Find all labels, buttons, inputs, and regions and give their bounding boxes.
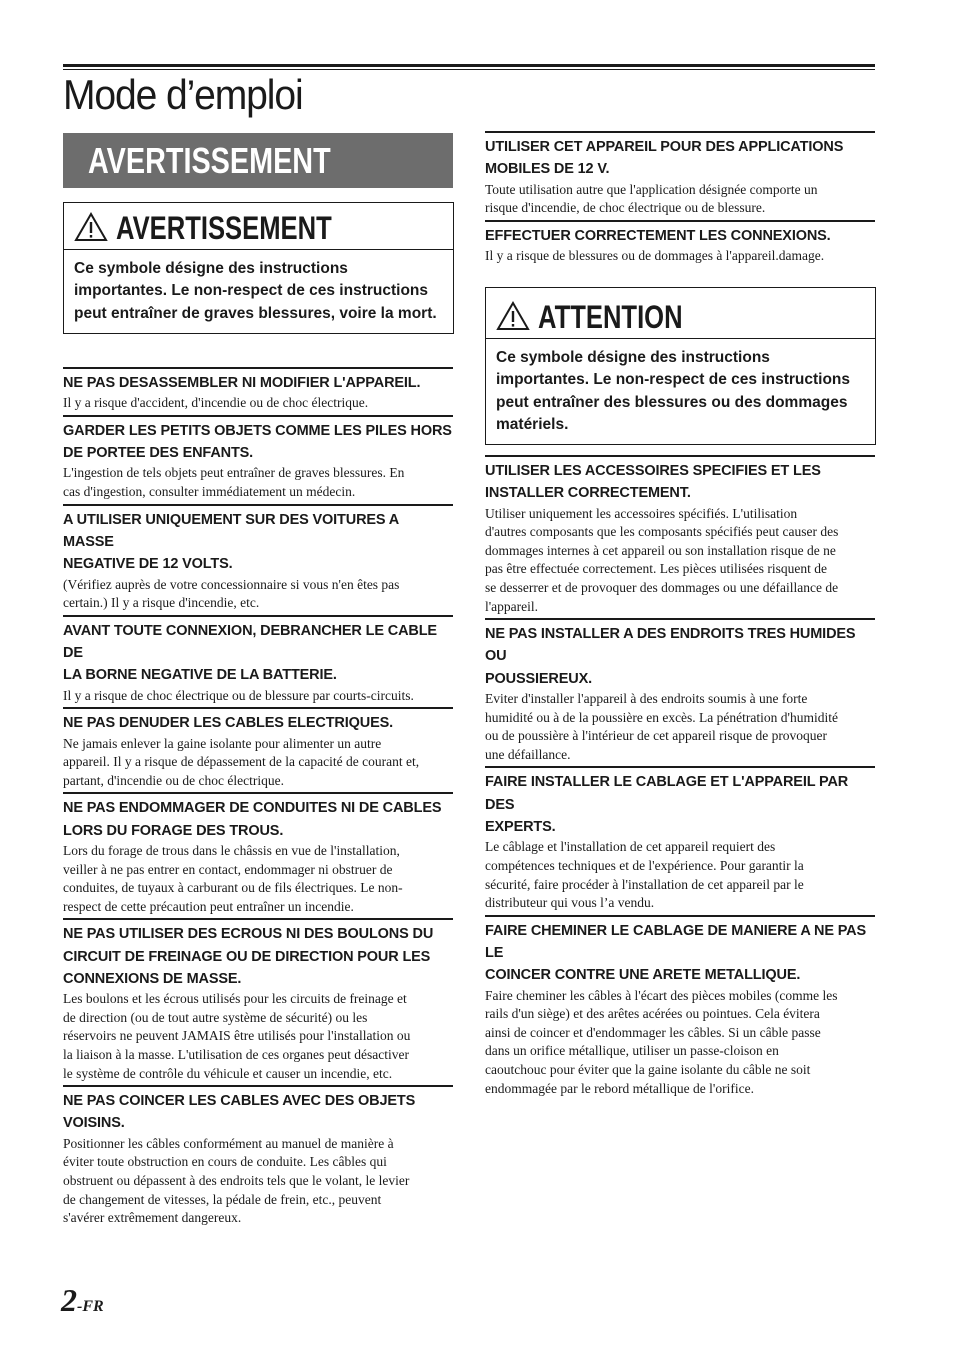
section-body: Utiliser uniquement les accessoires spécifiés. L'utilisation d'autres composants que les composants spécifiés peut causer des dommages internes à cet appareil ou son installation risque de ne pas être effectuée correctement. Les pièces utilisées risquent de se desserrer et de provoquer des dommages ou une défaillance de l'appareil.: [485, 505, 839, 614]
section-heading: FAIRE CHEMINER LE CABLAGE DE MANIERE A NE PAS LE COINCER CONTRE UNE ARETE METALLIQUE.: [485, 922, 867, 984]
section-heading: NE PAS UTILISER DES ECROUS NI DES BOULONS DU CIRCUIT DE FREINAGE OU DE DIRECTION POUR LES CONNEXIONS DE MASSE.: [63, 926, 434, 987]
section-body: Le câblage et l'installation de cet appareil requiert des compétences techniques et de l'expérience. Pour garantir la sécurité, faire procéder à l'installation de cet appareil par le distributeur qui vous l’a vendu.: [485, 839, 804, 911]
section-body: (Vérifiez auprès de votre concessionnaire si vous n'en êtes pas certain.) Il y a risque d'incendie, etc.: [63, 576, 400, 611]
warning-triangle-icon: [496, 301, 530, 331]
section-body: Il y a risque d'accident, d'incendie ou de choc électrique.: [63, 395, 369, 411]
banner-label: AVERTISSEMENT: [88, 140, 331, 181]
warning-box-heading: AVERTISSEMENT: [116, 210, 332, 246]
section-heading: NE PAS COINCER LES CABLES AVEC DES OBJETS VOISINS.: [63, 1093, 416, 1132]
header-rule-thin: [63, 69, 875, 70]
right-column-top: [485, 131, 875, 268]
section-body: Positionner les câbles conformément au manuel de manière à éviter toute obstruction en cours de conduite. Les câbles qui obstruent ou dépassent à des endroits tels que le volant, le levier de changement de vitesses, la pédale de frein, etc., peuvent s'avérer extrêmement dangereux.: [63, 1135, 410, 1226]
section-heading: NE PAS DESASSEMBLER NI MODIFIER L'APPAREIL.: [63, 375, 421, 391]
warning-section: [63, 918, 453, 1083]
left-column: [63, 367, 453, 1230]
section-body: Eviter d'installer l'appareil à des endroits soumis à une forte humidité ou à de la poussière en excès. La pénétration d'humidité ou de poussière à l'intérieur de cet appareil risque de provoquer une défaillance.: [485, 691, 838, 762]
page-number-suffix: -FR: [77, 1298, 104, 1315]
section-body: Ne jamais enlever la gaine isolante pour alimenter un autre appareil. Il y a risque de dépassement de la capacité de courant et, partant, d'incendie ou de choc électrique.: [63, 735, 420, 788]
header-rule: [63, 64, 875, 67]
warning-triangle-icon: [74, 212, 108, 242]
warning-section: [63, 707, 453, 790]
section-body: Les boulons et les écrous utilisés pour les circuits de freinage et de direction (ou de tout autre système de sécurité) ou les réservoirs ne peuvent JAMAIS être utilisés pour l'installation ou la liaison à la masse. L'utilisation de ces organes peut désactiver le système de contrôle du véhicule et causer un incendie, etc.: [63, 991, 411, 1081]
warning-box: [63, 202, 454, 334]
warning-section: [63, 504, 453, 613]
warning-section: [485, 220, 875, 266]
warning-section: [63, 792, 453, 916]
warning-section: [63, 415, 453, 502]
warning-box-text: Ce symbole désigne des instructions importantes. Le non-respect de ces instructions peut entraîner de graves blessures, voire la mort.: [74, 260, 437, 322]
section-body: L'ingestion de tels objets peut entraîner de graves blessures. En cas d'ingestion, consulter immédiatement un médecin.: [63, 465, 405, 500]
section-body: Il y a risque de blessures ou de dommages à l'appareil.damage.: [485, 248, 825, 264]
section-heading: NE PAS INSTALLER A DES ENDROITS TRES HUMIDES OU POUSSIEREUX.: [485, 626, 856, 687]
attention-box: [485, 287, 876, 445]
section-banner: [63, 133, 453, 188]
section-body: Toute utilisation autre que l'application désignée comporte un risque d'incendie, de choc électrique ou de blessure.: [485, 181, 818, 216]
right-column-bottom: [485, 455, 875, 1100]
section-heading: NE PAS DENUDER LES CABLES ELECTRIQUES.: [63, 715, 393, 732]
section-heading: NE PAS ENDOMMAGER DE CONDUITES NI DE CABLES LORS DU FORAGE DES TROUS.: [63, 800, 442, 839]
section-body: Il y a risque de choc électrique ou de blessure par courts-circuits.: [63, 687, 414, 703]
section-heading: UTILISER CET APPAREIL POUR DES APPLICATIONS MOBILES DE 12 V.: [485, 139, 844, 178]
section-body: Lors du forage de trous dans le châssis en vue de l'installation, veiller à ne pas entrer en contact, endommager ni obstruer de conduites, de tuyaux à carburant ou de fils électriques. Le non- respect de cette précaution peut entraîner un incendie.: [63, 842, 403, 914]
section-body: Faire cheminer les câbles à l'écart des pièces mobiles (comme les rails d'un siège) et des arêtes acérées ou pointues. Cela évitera ainsi de coincer et d'endommager les câbles. Si un câble passe dans un orifice métallique, utiliser un passe-cloison en caoutchouc pour éviter que la gaine isolante du câble ne soit endommagée par le rebord métallique de l'orifice.: [485, 987, 838, 1096]
section-heading: GARDER LES PETITS OBJETS COMME LES PILES HORS DE PORTEE DES ENFANTS.: [63, 422, 452, 462]
warning-section: [485, 915, 875, 1098]
attention-box-heading: ATTENTION: [538, 299, 683, 335]
warning-section: [485, 618, 875, 764]
warning-section: [485, 455, 875, 616]
warning-section: [485, 766, 875, 912]
page-title: Mode d’emploi: [63, 71, 303, 118]
section-heading: FAIRE INSTALLER LE CABLAGE ET L'APPAREIL PAR DES EXPERTS.: [485, 774, 849, 836]
warning-box-header: [64, 203, 453, 250]
section-heading: A UTILISER UNIQUEMENT SUR DES VOITURES A MASSE NEGATIVE DE 12 VOLTS.: [63, 511, 399, 573]
warning-section: [63, 1085, 453, 1228]
warning-section: [63, 367, 453, 413]
section-heading: EFFECTUER CORRECTEMENT LES CONNEXIONS.: [485, 227, 831, 244]
section-heading: AVANT TOUTE CONNEXION, DEBRANCHER LE CABLE DE LA BORNE NEGATIVE DE LA BATTERIE.: [63, 622, 437, 684]
attention-box-header: [486, 288, 875, 339]
warning-section: [485, 131, 875, 218]
page-number: [61, 1282, 104, 1319]
page-number-digit: 2: [61, 1282, 77, 1318]
section-heading: UTILISER LES ACCESSOIRES SPECIFIES ET LES INSTALLER CORRECTEMENT.: [485, 463, 821, 502]
attention-box-text: Ce symbole désigne des instructions importantes. Le non-respect de ces instructions peut entraîner des blessures ou des dommages matériels.: [496, 349, 850, 433]
warning-section: [63, 615, 453, 705]
